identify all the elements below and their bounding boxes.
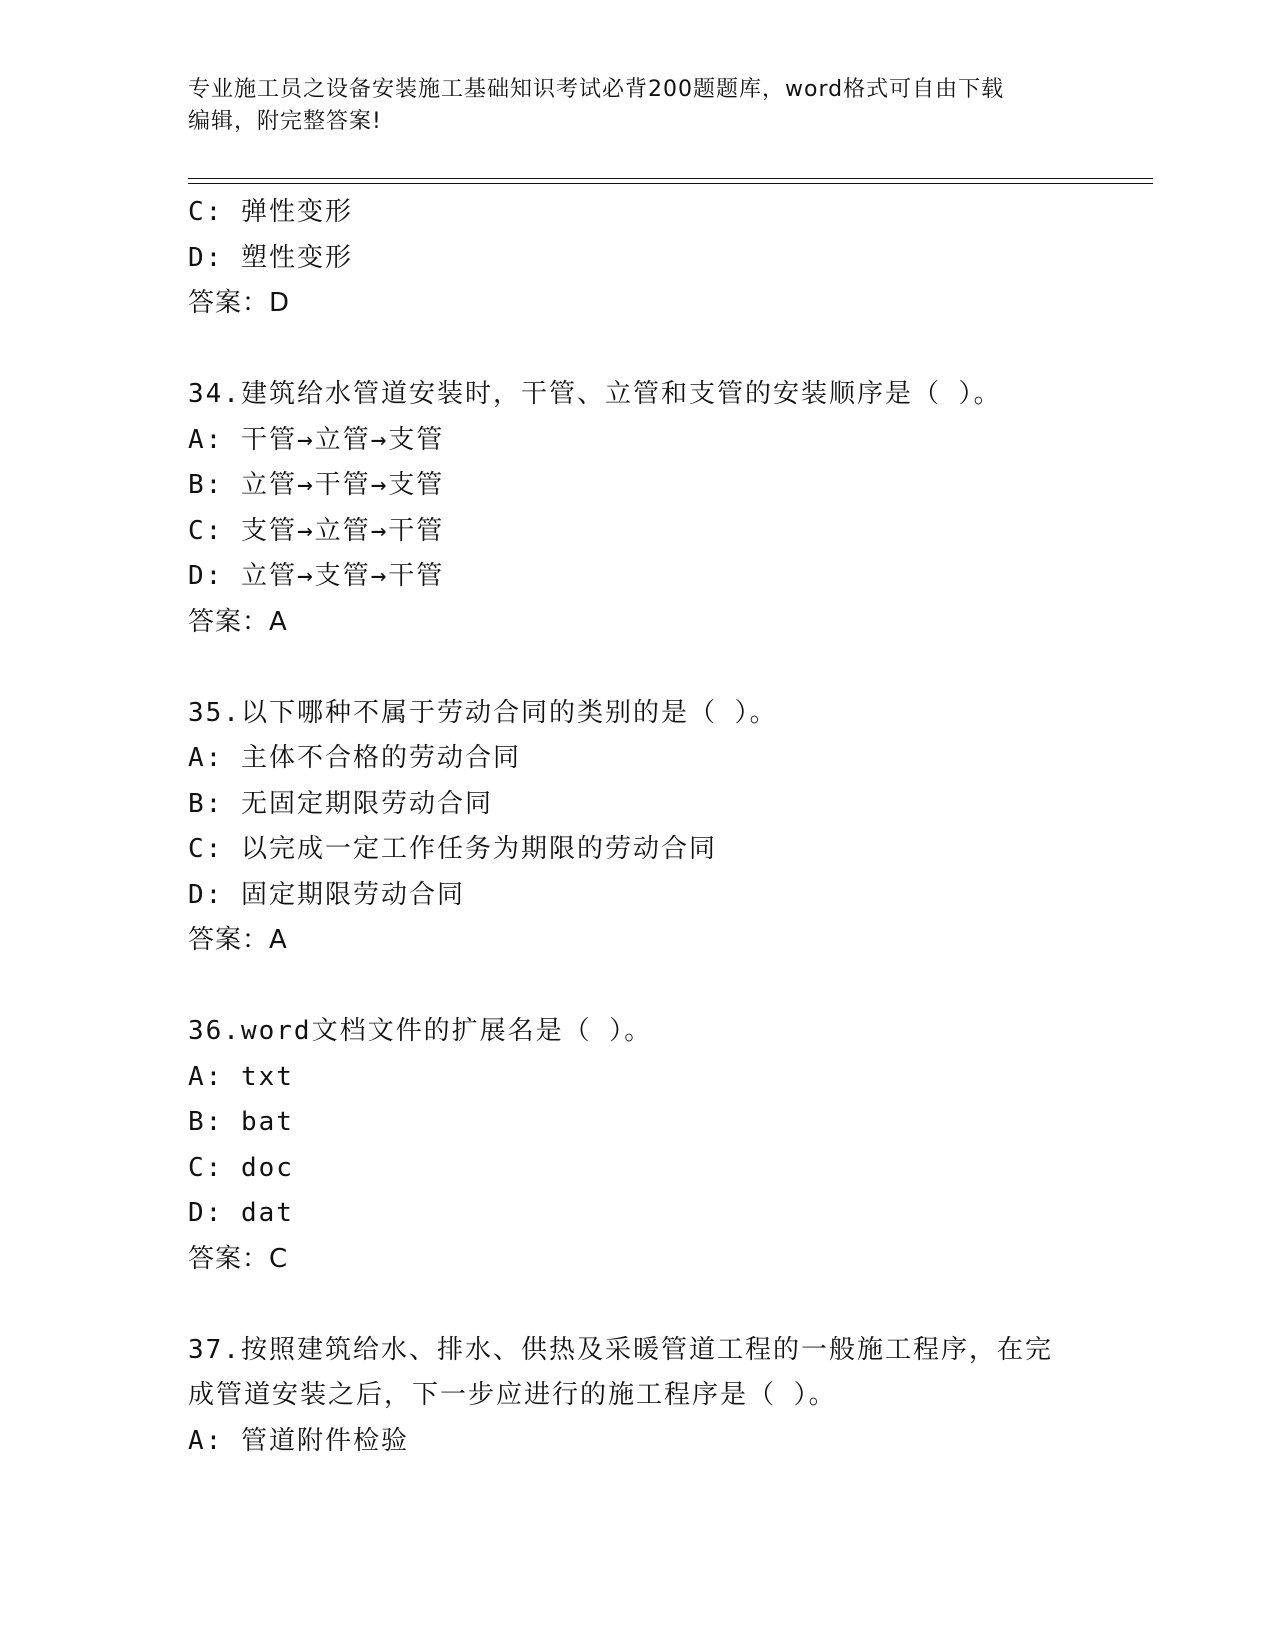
document-header — [188, 74, 1088, 138]
option-d: D: 立管→支管→干管 — [188, 561, 445, 591]
question-36 — [188, 1009, 1088, 1282]
question-33-tail — [188, 190, 1088, 327]
option-b: B: 立管→干管→支管 — [188, 470, 445, 500]
option-c: C: 弹性变形 — [188, 197, 353, 227]
option-c: C: doc — [188, 1152, 294, 1183]
option-c: C: 支管→立管→干管 — [188, 515, 445, 546]
header-divider-bottom — [188, 183, 1153, 184]
option-d: D: 固定期限劳动合同 — [188, 879, 465, 910]
option-a: A: 管道附件检验 — [188, 1425, 409, 1456]
question-34 — [188, 372, 1088, 645]
spacer — [188, 645, 1088, 691]
answer-line: 答案：D — [188, 288, 291, 318]
question-stem: 36.word文档文件的扩展名是（ ）。 — [188, 1016, 653, 1046]
header-divider-top — [188, 178, 1153, 179]
header-line-1: 专业施工员之设备安装施工基础知识考试必背200题题库，word格式可自由下载 — [188, 77, 1005, 102]
option-d: D: dat — [188, 1198, 294, 1228]
answer-line: 答案：C — [188, 1243, 289, 1274]
option-b: B: bat — [188, 1107, 294, 1137]
option-a: A: txt — [188, 1061, 294, 1092]
spacer — [188, 1282, 1088, 1328]
question-35 — [188, 691, 1088, 964]
option-a: A: 主体不合格的劳动合同 — [188, 743, 521, 773]
question-stem: 35.以下哪种不属于劳动合同的类别的是（ ）。 — [188, 697, 778, 728]
spacer — [188, 327, 1088, 373]
option-d: D: 塑性变形 — [188, 242, 353, 273]
answer-line: 答案：A — [188, 606, 288, 637]
header-line-2: 编辑，附完整答案! — [188, 109, 382, 134]
option-a: A: 干管→立管→支管 — [188, 424, 445, 455]
question-stem: 34.建筑给水管道安装时，干管、立管和支管的安装顺序是（ ）。 — [188, 379, 1002, 409]
option-c: C: 以完成一定工作任务为期限的劳动合同 — [188, 834, 717, 864]
spacer — [188, 964, 1088, 1010]
question-list — [188, 190, 1088, 1464]
option-b: B: 无固定期限劳动合同 — [188, 788, 493, 819]
question-37 — [188, 1328, 1088, 1465]
question-stem-line-1: 37.按照建筑给水、排水、供热及采暖管道工程的一般施工程序，在完 — [188, 1334, 1053, 1365]
answer-line: 答案：A — [188, 925, 288, 955]
question-stem-line-2: 成管道安装之后，下一步应进行的施工程序是（ ）。 — [188, 1380, 837, 1410]
